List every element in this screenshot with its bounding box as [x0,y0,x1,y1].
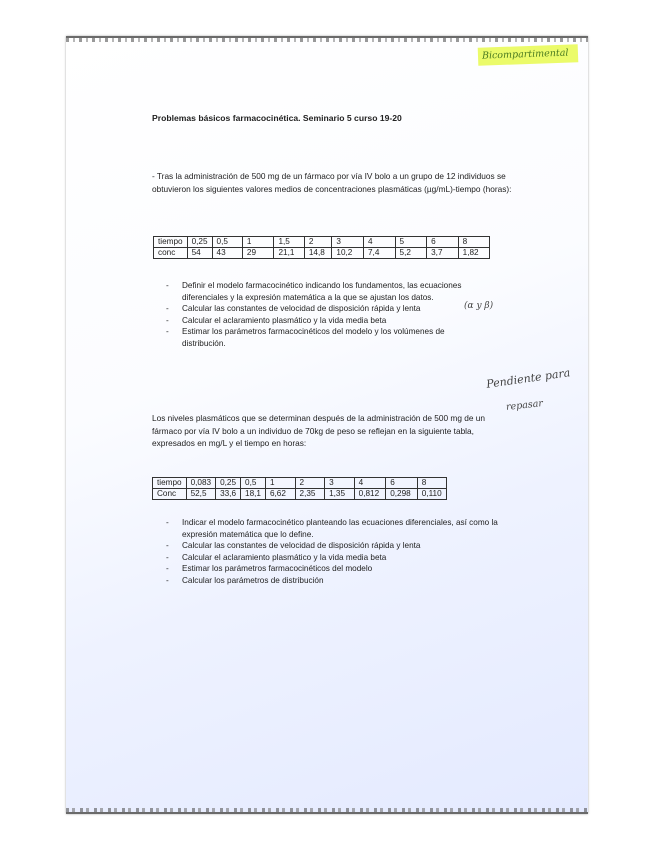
document-title: Problemas básicos farmacocinética. Seminario 5 curso 19-20 [152,113,402,123]
highlighted-note: Bicompartimental [478,44,579,65]
table-cell: 4 [354,478,386,489]
list-item: - Estimar los parámetros farmacocinéticos del modelo [166,563,506,575]
handwritten-alpha-beta-note: (α y β) [464,301,494,311]
list-item: - Calcular el aclaramiento plasmático y la vida media beta [166,315,476,327]
table-cell: 54 [187,248,212,259]
table-cell: 1 [265,478,295,489]
table-cell: 5,2 [395,248,427,259]
table-cell: 0,298 [386,489,418,500]
list-item: - Calcular las constantes de velocidad de disposición rápida y lenta [166,540,506,552]
table-cell: 10,2 [332,248,364,259]
problem2-data-table [152,477,447,500]
list-item: - Definir el modelo farmacocinético indicando los fundamentos, las ecuaciones diferenciales y la expresión matemática a la que se ajustan los datos. [166,280,476,303]
table-row [154,248,490,259]
table-row [153,489,447,500]
table-cell: 5 [395,237,427,248]
row-label: Conc [153,489,187,500]
row-label: tiempo [153,478,187,489]
table-cell: 0,25 [187,237,212,248]
problem1-intro: - Tras la administración de 500 mg de un fármaco por vía IV bolo a un grupo de 12 individuos se obtuvieron los siguientes valores medios de concentraciones plasmáticas (µg/mL)-tiempo (horas): [152,171,512,194]
table-cell: 3 [325,478,355,489]
table-cell: 0,25 [216,478,241,489]
table-cell: 3 [332,237,364,248]
table-cell: 33,6 [216,489,241,500]
table-cell: 0,5 [212,237,242,248]
table-cell: 1,5 [274,237,304,248]
list-item: - Indicar el modelo farmacocinético planteando las ecuaciones diferenciales, así como la expresión matemática que lo define. [166,517,506,540]
row-label: tiempo [154,237,188,248]
handwritten-pending-note: Pendiente para [485,366,571,391]
table-cell: 52,5 [186,489,216,500]
problem2-intro: Los niveles plasmáticos que se determinan después de la administración de 500 mg de un fármaco por vía IV bolo a un individuo de 70kg de peso se reflejan en la siguiente tabla, expresados en mg/L y el tiempo en horas: [152,413,485,448]
table-cell: 43 [212,248,242,259]
table-row [154,237,490,248]
list-item: - Calcular los parámetros de distribución [166,575,506,587]
table-cell: 6 [386,478,418,489]
row-label: conc [154,248,188,259]
table-cell: 6,62 [265,489,295,500]
list-item: - Calcular las constantes de velocidad de disposición rápida y lenta [166,303,476,315]
problem1-question-list [166,280,476,350]
table-cell: 2 [304,237,332,248]
table-cell: 4 [363,237,395,248]
table-cell: 1 [242,237,274,248]
table-cell: 1,35 [325,489,355,500]
list-item: - Calcular el aclaramiento plasmático y la vida media beta [166,552,506,564]
table-cell: 7,4 [363,248,395,259]
table-cell: 6 [427,237,459,248]
problem1-data-table [153,236,490,259]
problem2-question-list [166,517,506,587]
table-row [153,478,447,489]
list-item: - Estimar los parámetros farmacocinéticos del modelo y los volúmenes de distribución. [166,326,476,349]
table-cell: 3,7 [427,248,459,259]
table-cell: 0,812 [354,489,386,500]
table-cell: 8 [417,478,446,489]
table-cell: 0,083 [186,478,216,489]
table-cell: 8 [458,237,490,248]
table-cell: 14,8 [304,248,332,259]
table-cell: 18,1 [241,489,266,500]
table-cell: 0,5 [241,478,266,489]
table-cell: 0,110 [417,489,446,500]
table-cell: 2,35 [295,489,325,500]
handwritten-review-note: repasar [505,398,544,413]
table-cell: 29 [242,248,274,259]
table-cell: 1,82 [458,248,490,259]
table-cell: 2 [295,478,325,489]
table-cell: 21,1 [274,248,304,259]
